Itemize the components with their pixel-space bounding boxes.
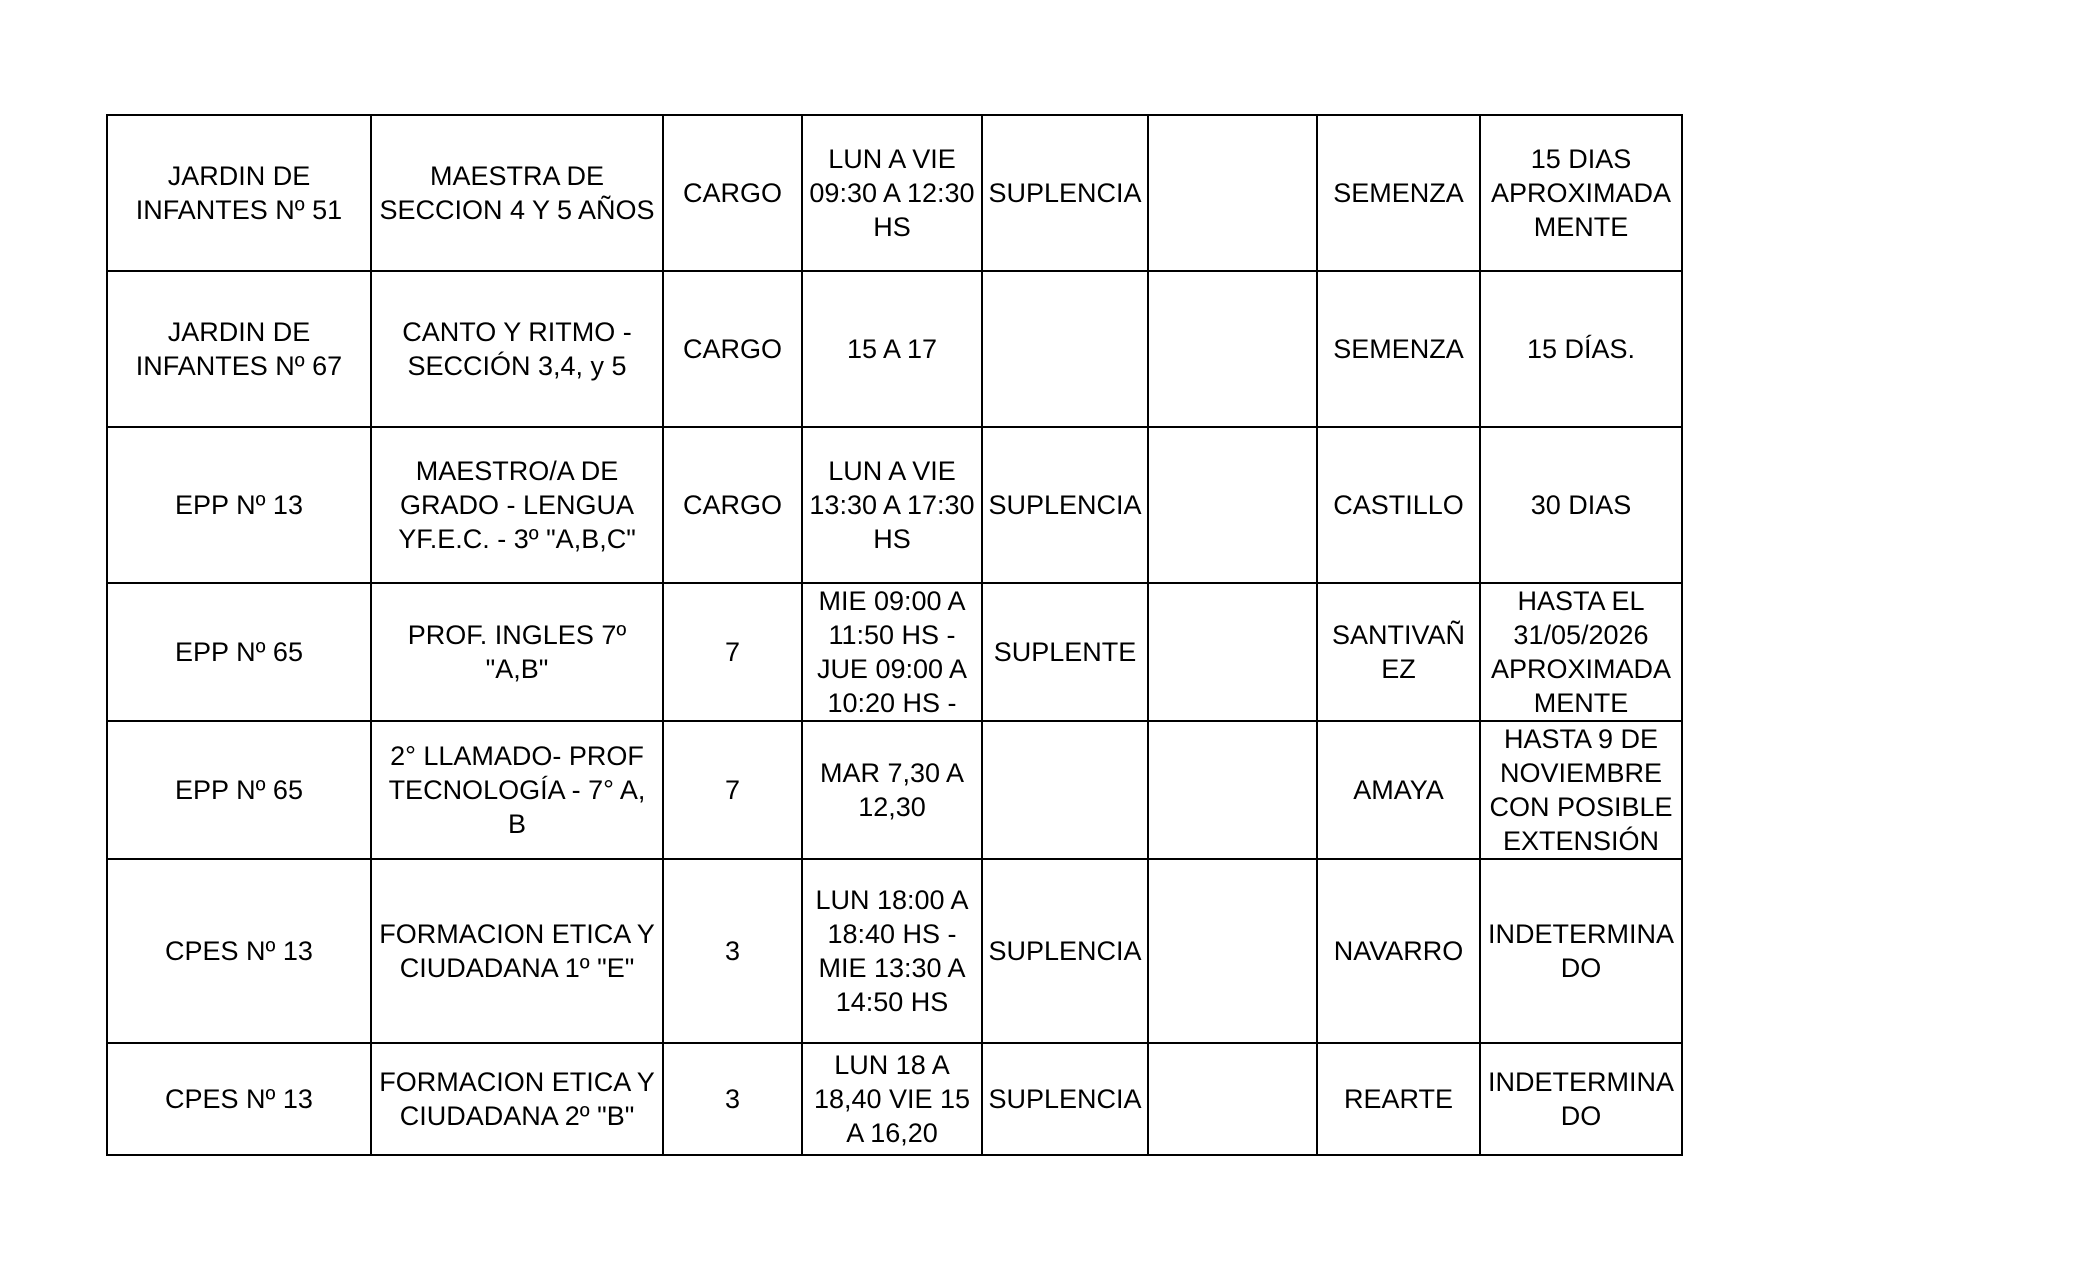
hours-cell: CARGO (663, 427, 802, 583)
duration-cell: INDETERMINA DO (1480, 1043, 1682, 1155)
position-cell: CANTO Y RITMO - SECCIÓN 3,4, y 5 (371, 271, 663, 427)
schedule-cell: LUN A VIE 13:30 A 17:30 HS (802, 427, 982, 583)
teacher-cell: NAVARRO (1317, 859, 1480, 1043)
school-cell: CPES Nº 13 (107, 859, 371, 1043)
duration-cell: 15 DIAS APROXIMADA MENTE (1480, 115, 1682, 271)
schedule-cell: LUN 18:00 A 18:40 HS - MIE 13:30 A 14:50 HS (802, 859, 982, 1043)
teacher-cell: SEMENZA (1317, 271, 1480, 427)
hours-cell: 7 (663, 583, 802, 721)
position-cell: FORMACION ETICA Y CIUDADANA 2º "B" (371, 1043, 663, 1155)
schedule-cell: MAR 7,30 A 12,30 (802, 721, 982, 859)
type-cell: SUPLENTE (982, 583, 1148, 721)
hours-cell: 7 (663, 721, 802, 859)
vacancies-table (106, 114, 1683, 1156)
extra-cell (1148, 721, 1317, 859)
schedule-cell: LUN A VIE 09:30 A 12:30 HS (802, 115, 982, 271)
position-cell: MAESTRO/A DE GRADO - LENGUA YF.E.C. - 3º "A,B,C" (371, 427, 663, 583)
school-cell: CPES Nº 13 (107, 1043, 371, 1155)
position-cell: FORMACION ETICA Y CIUDADANA 1º "E" (371, 859, 663, 1043)
position-cell: 2° LLAMADO- PROF TECNOLOGÍA - 7° A, B (371, 721, 663, 859)
type-cell: SUPLENCIA (982, 427, 1148, 583)
type-cell: SUPLENCIA (982, 1043, 1148, 1155)
hours-cell: CARGO (663, 271, 802, 427)
extra-cell (1148, 115, 1317, 271)
school-cell: JARDIN DE INFANTES Nº 51 (107, 115, 371, 271)
hours-cell: 3 (663, 1043, 802, 1155)
teacher-cell: SEMENZA (1317, 115, 1480, 271)
type-cell: SUPLENCIA (982, 115, 1148, 271)
hours-cell: CARGO (663, 115, 802, 271)
schedule-cell: MIE 09:00 A 11:50 HS - JUE 09:00 A 10:20 HS - (802, 583, 982, 721)
teacher-cell: REARTE (1317, 1043, 1480, 1155)
duration-cell: HASTA 9 DE NOVIEMBRE CON POSIBLE EXTENSIÓN (1480, 721, 1682, 859)
table-row (107, 859, 1682, 1043)
duration-cell: INDETERMINA DO (1480, 859, 1682, 1043)
table-row (107, 721, 1682, 859)
table-row (107, 583, 1682, 721)
table-row (107, 427, 1682, 583)
duration-cell: HASTA EL 31/05/2026 APROXIMADA MENTE (1480, 583, 1682, 721)
position-cell: MAESTRA DE SECCION 4 Y 5 AÑOS (371, 115, 663, 271)
teacher-cell: SANTIVAÑ EZ (1317, 583, 1480, 721)
table-row (107, 271, 1682, 427)
teacher-cell: AMAYA (1317, 721, 1480, 859)
type-cell: SUPLENCIA (982, 859, 1148, 1043)
position-cell: PROF. INGLES 7º "A,B" (371, 583, 663, 721)
hours-cell: 3 (663, 859, 802, 1043)
extra-cell (1148, 1043, 1317, 1155)
table-row (107, 1043, 1682, 1155)
schedule-cell: LUN 18 A 18,40 VIE 15 A 16,20 (802, 1043, 982, 1155)
extra-cell (1148, 583, 1317, 721)
duration-cell: 30 DIAS (1480, 427, 1682, 583)
teacher-cell: CASTILLO (1317, 427, 1480, 583)
type-cell (982, 721, 1148, 859)
extra-cell (1148, 427, 1317, 583)
school-cell: EPP Nº 65 (107, 721, 371, 859)
schedule-cell: 15 A 17 (802, 271, 982, 427)
table-row (107, 115, 1682, 271)
school-cell: JARDIN DE INFANTES Nº 67 (107, 271, 371, 427)
extra-cell (1148, 859, 1317, 1043)
duration-cell: 15 DÍAS. (1480, 271, 1682, 427)
school-cell: EPP Nº 65 (107, 583, 371, 721)
type-cell (982, 271, 1148, 427)
school-cell: EPP Nº 13 (107, 427, 371, 583)
extra-cell (1148, 271, 1317, 427)
